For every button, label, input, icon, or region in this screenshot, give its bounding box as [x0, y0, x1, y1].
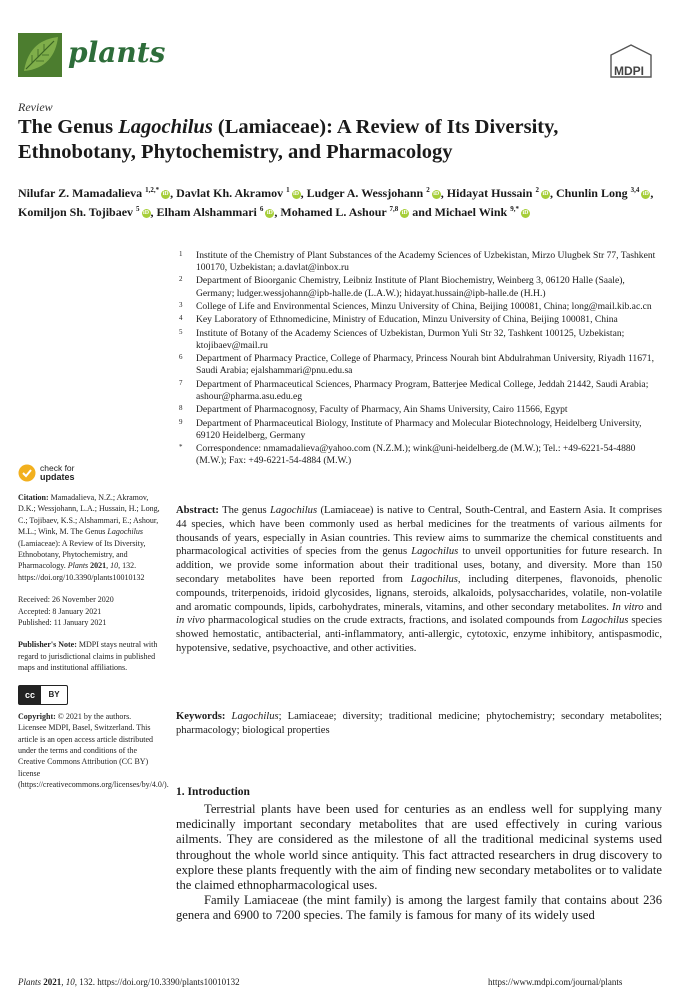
cc-icon: cc [19, 686, 41, 704]
footer-citation: Plants 2021, 10, 132. https://doi.org/10.3390/plants10010132 [18, 977, 240, 987]
received-date: Received: 26 November 2020 [18, 595, 114, 605]
orcid-icon[interactable]: iD [401, 209, 408, 216]
citation-block: Citation: Mamadalieva, N.Z.; Akramov, D.K.; Wessjohann, L.A.; Hussain, H.; Long, C.; Tojibaev, K.S.; Alshammari, E.; Ashour, M.L.; Wink, M. The Genus Lagochilus (Lamiaceae): A Review of Its Diversity, Ethnobotany, Phytochemistry, and Pharmacology. Plants 2021, 10, 132. https://doi.org/10.3390/plants10010132 [18, 493, 160, 582]
affiliation-item: 8 Department of Pharmacognosy, Faculty of Pharmacy, Ain Shams University, Cairo 11566, Egypt [179, 404, 568, 416]
orcid-icon[interactable]: iD [433, 190, 440, 197]
publisher-note: Publisher's Note: MDPI stays neutral with regard to jurisdictional claims in published maps and institutional affiliations. [18, 640, 158, 673]
paragraph: Family Lamiaceae (the mint family) is among the largest family that contains about 236 genera and 6900 to 7200 species. The family is famous for many of its widely used [176, 893, 662, 923]
orcid-icon[interactable]: iD [642, 190, 649, 197]
author-list: Nilufar Z. Mamadalieva $^{1,2,*}$ iD , Davlat Kh. Akramov $^1$ iD , Ludger A. Wessjohann $^2$ iD , Hidayat Hussain $^2$ iD , Chunlin Long $^{3,4}$ iD , Komiljon Sh. Tojibaev $^5$ iD , Elham Alshammari $^6$ iD , Mohamed L. Ashour $^{7,8}$ iD and Michael Wink $^{9,*}$ iD [18, 186, 654, 219]
check-line1: check for [40, 463, 75, 473]
affiliation-item: * Correspondence: nmamadalieva@yahoo.com (N.Z.M.); wink@uni-heidelberg.de (M.W.); Tel.: +49-6221-54-4880 (M.W.); Fax: +49-6221-54-4884 (M.W.) [179, 443, 636, 467]
author-name: Hidayat Hussain $^2$ iD [446, 186, 549, 200]
section-heading: 1. Introduction [176, 786, 250, 798]
paragraph: Terrestrial plants have been used for centuries as an endless well for supplying many medicinally important secondary metabolites that are used effectively in curing various ailments. They are considered as the milestone of all the traditional medicinal systems used throughout the whole world since antiquity. This fact attracted researchers in drug discovery to explore these plants frequently with the aim of finding new secondary metabolites or to validate the claimed ethnopharmacological uses. [176, 802, 662, 893]
orcid-icon[interactable]: iD [522, 209, 529, 216]
check-for-updates-badge[interactable] [18, 464, 160, 482]
footer-journal-url[interactable]: https://www.mdpi.com/journal/plants [488, 977, 623, 987]
orcid-icon[interactable]: iD [143, 209, 150, 216]
affiliation-item: 6 Department of Pharmacy Practice, College of Pharmacy, Princess Nourah bint Abdulrahman University, Riyadh 11671, Saudi Arabia; ejalshammari@pnu.edu.sa [179, 353, 654, 377]
affiliation-item: 5 Institute of Botany of the Academy Sciences of Uzbekistan, Durmon Yuli Str 32, Tashkent 100125, Uzbekistan; ktojibaev@mail.ru [179, 327, 625, 351]
orcid-icon[interactable]: iD [162, 190, 169, 197]
affiliation-item: 4 Key Laboratory of Ethnomedicine, Ministry of Education, Minzu University of China, Beijing 100081, China [179, 314, 618, 326]
journal-name: plants [68, 36, 166, 69]
by-icon: BY [48, 689, 60, 699]
article-type: Review [18, 100, 53, 114]
keywords: Keywords: Lagochilus; Lamiaceae; diversity; traditional medicine; phytochemistry; secondary metabolites; pharmacology; biological properties [176, 711, 662, 736]
author-name: Mohamed L. Ashour $^{7,8}$ iD [280, 205, 408, 219]
plants-leaf-logo-icon [18, 33, 62, 77]
check-line2: updates [40, 472, 75, 482]
sidebar [18, 463, 169, 802]
accepted-date: Accepted: 8 January 2021 [18, 606, 102, 616]
orcid-icon[interactable]: iD [542, 190, 549, 197]
affiliation-item: 9 Department of Pharmaceutical Biology, Institute of Pharmacy and Molecular Biotechnology, Heidelberg University, 69120 Heidelberg, Germany [179, 417, 642, 441]
author-name: Davlat Kh. Akramov $^1$ iD [176, 186, 300, 200]
published-date: Published: 11 January 2021 [18, 618, 107, 628]
affiliation-item: 2 Department of Bioorganic Chemistry, Leibniz Institute of Plant Biochemistry, Weinberg 3, 06120 Halle (Saale), Germany; ludger.wessjohann@ipb-halle.de (L.A.W.); hidayat.hussain@ipb-halle.de (H.H.) [179, 275, 625, 299]
author-name: Ludger A. Wessjohann $^2$ iD [306, 186, 440, 200]
article-title: The Genus Lagochilus (Lamiaceae): A Review of Its Diversity, Ethnobotany, Phytochemistry, and Pharmacology [18, 116, 559, 163]
author-name: Nilufar Z. Mamadalieva $^{1,2,*}$ iD [18, 186, 169, 200]
affiliation-item: 1 Institute of the Chemistry of Plant Substances of the Academy Sciences of Uzbekistan, Mirzo Ulugbek Str 77, Tashkent 100170, Uzbekistan; a.davlat@inbox.ru [179, 250, 656, 274]
orcid-icon[interactable]: iD [266, 209, 273, 216]
abstract: Abstract: The genus Lagochilus (Lamiaceae) is native to Central, South-Central, and Eastern Asia. It comprises 44 species, which have been commonly used as herbal medicines for the treatments of various ailments for thousands of years, especially in Asian countries. This review aims to summarize the chemical constituents and pharmacological activities of species from the genus Lagochilus to unveil opportunities for future research. In addition, we provide some information about their traditional uses, botany, and diversity. More than 150 secondary metabolites have been reported from Lagochilus, including diterpenes, flavonoids, phenolic compounds, triterpenoids, iridoid glycosides, lignans, steroids, alkaloids, polysaccharides, volatile, non-volatile and aromatic compounds, lipids, carbohydrates, minerals, vitamins, and other secondary metabolites. In vitro and in vivo pharmacological studies on the crude extracts, fractions, and isolated compounds from Lagochilus species showed hemostatic, antibacterial, anti-inflammatory, anti-allergic, cytotoxic, enzyme inhibitory, antispasmodic, hypotensive, sedative, psychoactive, and other activities. [176, 505, 662, 654]
affiliation-item: 7 Department of Pharmaceutical Sciences, Pharmacy Program, Batterjee Medical College, Jeddah 21442, Saudi Arabia; ashour@pharma.asu.edu.eg [179, 378, 649, 402]
affiliation-item: 3 College of Life and Environmental Sciences, Minzu University of China, Beijing 100081, China; long@mail.kib.ac.cn [179, 300, 652, 312]
author-name: Komiljon Sh. Tojibaev $^5$ iD [18, 205, 150, 219]
introduction-body [176, 802, 662, 924]
orcid-icon[interactable]: iD [293, 190, 300, 197]
author-name: Chunlin Long $^{3,4}$ iD [555, 186, 649, 200]
cc-by-license-badge[interactable] [18, 685, 68, 705]
affiliations [176, 250, 664, 469]
check-updates-icon [18, 464, 36, 482]
mdpi-logo-text: MDPI [614, 64, 644, 78]
copyright-notice: Copyright: © 2021 by the authors. Licensee MDPI, Basel, Switzerland. This article is an open access article distributed under the terms and conditions of the Creative Commons Attribution (CC BY) license (https://creativecommons.org/licenses/by/4.0/). [18, 711, 169, 790]
author-name: Elham Alshammari $^6$ iD [156, 205, 273, 219]
dates-block [18, 594, 160, 628]
author-name: Michael Wink $^{9,*}$ iD [434, 205, 529, 219]
